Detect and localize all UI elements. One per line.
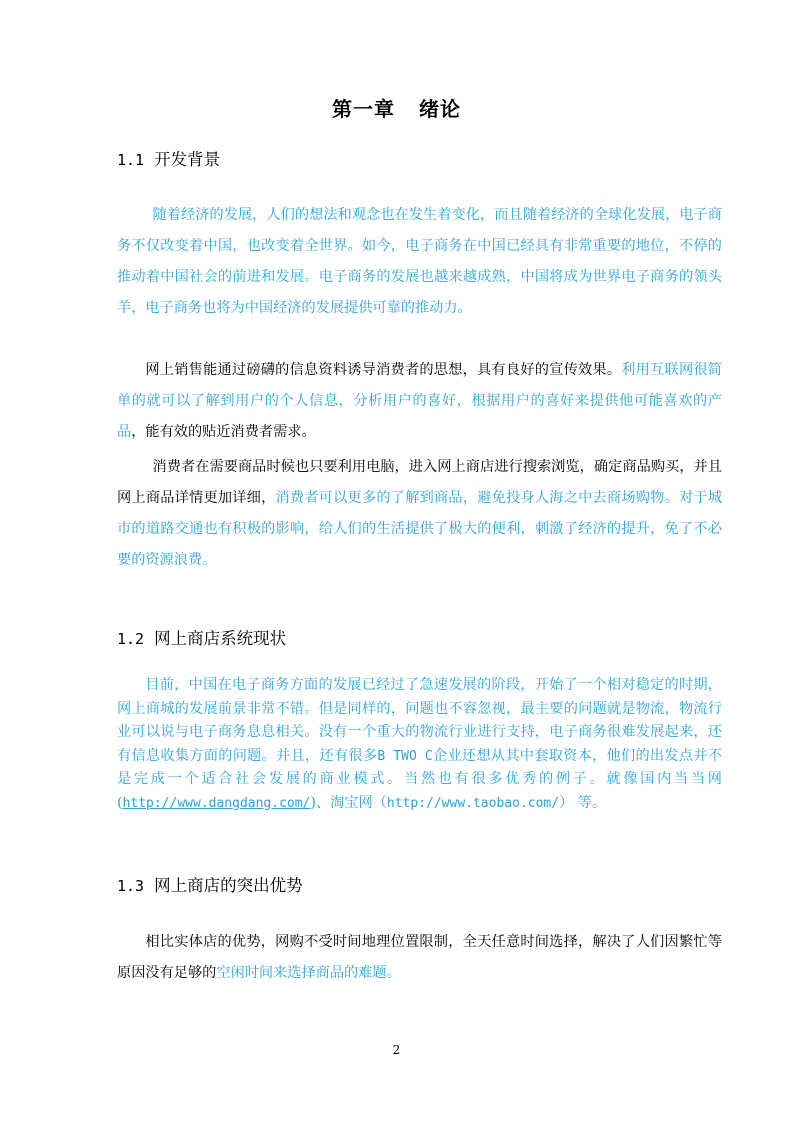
paragraph-development-background: 随着经济的发展，人们的想法和观念也在发生着变化，而且随着经济的全球化发展，电子商务不仅改变着中国，也改变着全世界。如今，电子商务在中国已经具有非常重要的地位，不停的推动着中国社会的前进和发展。电子商务的发展也越来越成熟，中国将成为世界电子商务的领头羊，电子商务也将为中国经济的发展提供可靠的推动力。 — [117, 207, 722, 316]
chapter-name: 绪论 — [419, 97, 461, 121]
text-segment: 目前，中国在电子商务方面的发展已经过了急速发展的阶段，开始了一个相对稳定的时期，网上商城的发展前景非常不错。但是同样的，问题也不容忽视，最主要的问题就是物流，物流行业可以说与电子商务息息相关。没有一个重大的物流行业进行支持，电子商务很难发展起来，还有信息收集方面的问题。并且，还有很多 — [117, 677, 722, 764]
paragraph-advantages — [117, 927, 722, 989]
section-title: 开发背景 — [154, 150, 221, 169]
text-segment: 企业还想从其中套取资本，他们的出发点并不是完成一个适合社会发展的商业模式。当然也有很多优秀的例子。就像国内当当网( — [117, 747, 722, 811]
highlighted-text-segment: 空闲时间来选择商品的难题。 — [216, 965, 401, 981]
paragraph-consumer-benefits — [117, 452, 722, 576]
section-heading-1-2 — [117, 626, 286, 652]
highlighted-text-segment: 利用互联网很简单的就可以了解到用户的个人信息，分析用户的喜好，根据用户的喜好来提供他可能喜欢的产品 — [117, 362, 722, 440]
section-number: 1.3 — [117, 877, 145, 895]
section-number: 1.1 — [117, 151, 145, 169]
text-segment: 网上销售能通过磅礴的信息资料诱导消费者的思想，具有良好的宣传效果。 — [145, 362, 622, 378]
text-segment: 消费者在需要商品时候也只要利用电脑，进入网上商店进行搜索浏览，确定商品购买，并且网上商品详情更加详细， — [117, 459, 722, 506]
section-heading-1-3 — [117, 873, 303, 899]
chapter-number: 第一章 — [332, 97, 395, 121]
text-segment: ，能有效的贴近消费者需求。 — [131, 424, 316, 440]
section-title: 网上商店系统现状 — [154, 629, 287, 648]
dangdang-link[interactable]: http://www.dangdang.com/ — [122, 795, 311, 811]
b2c-term: B TWO C — [377, 748, 433, 764]
paragraph-online-sales — [117, 355, 722, 448]
section-number: 1.2 — [117, 630, 145, 648]
page-number: 2 — [392, 1043, 401, 1057]
paragraph-current-status — [117, 674, 722, 815]
section-heading-1-1 — [117, 147, 220, 173]
text-segment: 相比实体店的优势，网购不受时间地理位置限制，全天任意时间选择，解决了人们因繁忙等原因没有足够的 — [117, 934, 722, 981]
highlighted-text-segment: 消费者可以更多的了解到商品，避免投身人海之中去商场购物。对于城市的道路交通也有积极的影响，给人们的生活提供了极大的便利，刺激了经济的提升，免了不必要的资源浪费。 — [117, 490, 722, 568]
section-title: 网上商店的突出优势 — [154, 876, 303, 895]
taobao-url: http://www.taobao.com/ — [386, 795, 560, 811]
text-segment: ） 等。 — [559, 794, 607, 811]
text-segment: )、淘宝网（ — [310, 794, 387, 811]
chapter-title — [0, 92, 793, 126]
